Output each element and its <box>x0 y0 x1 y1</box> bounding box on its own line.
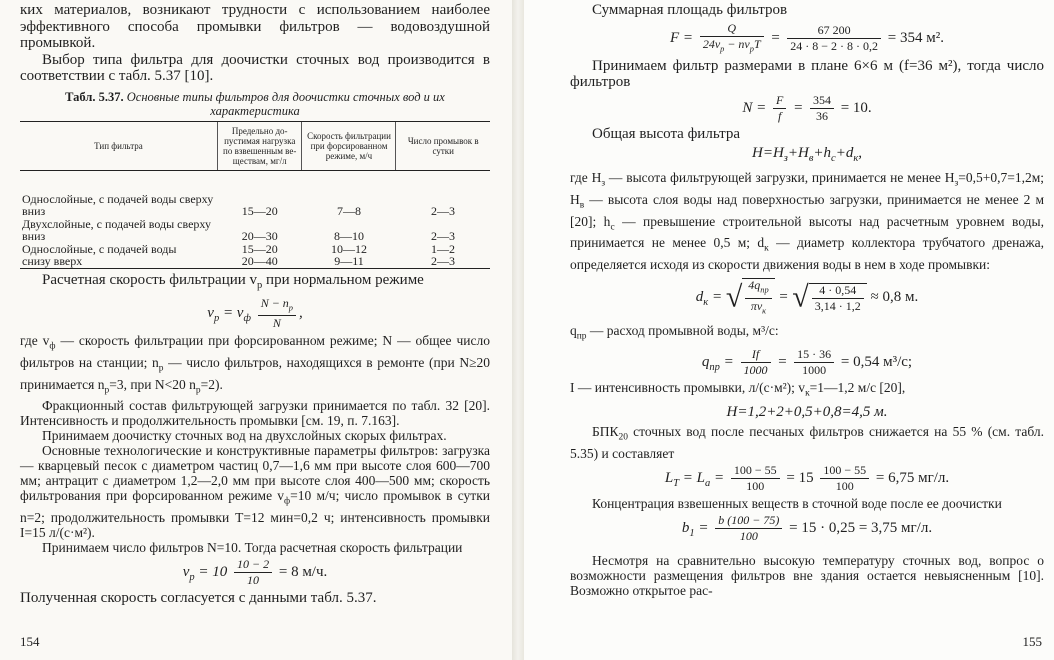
formula-b: $b_1$ = $\frac{b (100 - 75)}{100}$ = 15 · 0,25 = 3,75 мг/л. <box>681 512 933 543</box>
q-label: $q_{пр}$ — расход промывной воды, м³/с: <box>570 322 779 342</box>
left-page <box>0 0 512 660</box>
final-paragraph: Несмотря на сравнительно высокую температуру сточных вод, вопрос о возможности размещения фильтров вне здания остается невыясненным [10]. Возможно открытое рас- <box>570 552 1044 598</box>
table-header-row <box>20 121 490 170</box>
page-number: 155 <box>1022 634 1042 649</box>
table-cell: снизу вверх <box>20 255 217 268</box>
conc-paragraph: Концентрация взвешенных веществ в сточной воде после ее доочистки <box>592 495 1002 511</box>
accept-paragraph: Принимаем доочистку сточных вод на двухслойных скорых фильтрах. <box>42 428 447 444</box>
formula-n: N = $\frac{F}{f}$ = $\frac{354}{36}$ = 10. <box>742 92 872 123</box>
table-row <box>20 255 490 268</box>
table-caption <box>20 90 490 118</box>
table-header: Предельно допустимая нагрузка по взвешенным веществам, мг/л <box>217 121 302 170</box>
i-label: I — интенсивность промывки, л/(с·м²); $v_к=1—1,2$ м/с [20], <box>570 379 906 399</box>
table-header: Скорость фильтрации при форсированном режиме, м/ч <box>302 121 396 170</box>
table-cell: 10—12 <box>330 241 367 256</box>
table-header: Число промывок в сутки <box>396 121 490 170</box>
right-page <box>524 0 1054 660</box>
height-label: Общая высота фильтра <box>592 125 740 142</box>
table-caption-title: Основные типы фильтров для доочистки сточных вод и их характеристика <box>126 89 445 118</box>
formula-area: F = $\frac{Q}{24v_р - nv_рT}$ = $\frac{67 200}{24 \cdot 8 - 2 \cdot 8 \cdot 0,2}$ = 354 м². <box>670 20 944 53</box>
fraction-paragraph: Фракционный состав фильтрующей загрузки принимается по табл. 32 [20]. Интенсивность и продолжительность промывки [см. 19, п. 7.163]. <box>20 398 490 429</box>
formula-q: $q_{пр}$ = $\frac{If}{1000}$ = $\frac{15 \cdot 36}{1000}$ = 0,54 м³/с; <box>701 346 913 377</box>
table-cell: 15—20 <box>241 204 278 218</box>
speed-paragraph: Расчетная скорость фильтрации $v_р$ при нормальном режиме <box>42 271 424 291</box>
table-row <box>20 193 490 218</box>
table-row <box>20 218 490 243</box>
formula-speed-normal: $v_р = v_ф$ $\frac{N - n_р}{N}$ , <box>207 296 303 331</box>
table-cell: 2—3 <box>430 204 455 218</box>
page-number: 154 <box>20 634 40 649</box>
table-cell: 2—3 <box>430 229 455 243</box>
formula-height: $H=H_з+H_в+h_с+d_к$, <box>751 145 863 165</box>
formula-lt: $L_T = L_a$ = $\frac{100 - 55}{100}$ = 15 $\frac{100 - 55}{100}$ = 6,75 мг/л. <box>664 462 950 493</box>
filter-types-table <box>20 121 490 269</box>
choice-paragraph: Выбор типа фильтра для доочистки сточных вод производится в соответствии с табл. 5.37 [10]. <box>20 51 490 84</box>
formula-dk: $d_к$ = √ $\frac{4q_{пр}}{\pi v_к}$ = √ $\frac{4 \cdot 0,54}{3,14 \cdot 1,2}$ ≈ 0,8 м. <box>695 278 919 315</box>
where-height-paragraph: где $H_з$ — высота фильтрующей загрузки, принимается не менее $H_з=0,5+0,7=1,2м$; $H_в$ — высота слоя воды над поверхностью загрузки, принимается не менее 2 м [20]; $h_с$ — превышение строительной высоты над расчетным уровнем воды, принимается не менее 0,5 м; $d_к$ — диаметр коллектора трубчатого дренажа, определяется исходя из скорости движения воды в нем в ходе промывки: <box>570 170 1045 273</box>
intro-paragraph: ких материалов, возникают трудности с использованием наиболее эффективного способа промывки фильтров — водовоздушной промывкой. <box>20 2 490 51</box>
result-paragraph: Полученная скорость согласуется с данными табл. 5.37. <box>20 590 377 607</box>
where-paragraph: где $v_ф$ — скорость фильтрации при форсированном режиме; N — общее число фильтров на станции; $n_р$ — число фильтров, находящихся в ремонте (при N≥20 принимается $n_р=3$, при N<20 $n_р=2$). <box>20 333 490 396</box>
table-cell: Однослойные, с подачей воды сверху вниз <box>22 191 214 218</box>
area-label: Суммарная площадь фильтров <box>592 2 788 18</box>
params-paragraph: Основные технологические и конструктивные параметры фильтров: загрузка — кварцевый песок с диаметром частиц 0,7—1,6 мм при высоте слоя 600—700 мм; антрацит с диаметром 1,2—2,0 мм при высоте слоя 400—500 мм; скорость фильтрования при форсированном режиме $v_ф=10$ м/ч; число промывок в сутки n=2; продолжительность промывки T=12 мин=0,2 ч; интенсивность промывки I=15 л/(с·м²). <box>20 443 490 541</box>
table-cell: 8—10 <box>333 229 364 243</box>
table-cell: 9—11 <box>302 255 396 268</box>
table-cell: 7—8 <box>336 204 361 218</box>
table-cell: Однослойные, с подачей воды <box>22 241 177 256</box>
table-caption-label: Табл. 5.37. <box>65 89 124 104</box>
accept-n-paragraph: Принимаем число фильтров N=10. Тогда расчетная скорость фильтрации <box>42 540 463 556</box>
book-gutter <box>512 0 524 660</box>
formula-height-value: H=1,2+2+0,5+0,8=4,5 м. <box>726 404 888 421</box>
table-row <box>20 170 490 193</box>
formula-speed-calc: $v_р = 10$ $\frac{10 - 2}{10}$ = 8 м/ч. <box>182 557 328 588</box>
table-cell: 15—20 <box>241 241 278 256</box>
table-cell: 2—3 <box>396 255 490 268</box>
accept-size-paragraph: Принимаем фильтр размерами в плане 6×6 м (f=36 м²), тогда число фильтров <box>570 57 1044 91</box>
table-cell: 20—40 <box>217 255 302 268</box>
table-cell: 1—2 <box>430 241 455 256</box>
bpk-paragraph: $БПК_{20}$ сточных вод после песчаных фильтров снижается на 55 % (см. табл. 5.35) и составляет <box>570 424 1044 461</box>
table-header: Тип фильтра <box>20 121 217 170</box>
table-cell: 20—30 <box>241 229 278 243</box>
table-cell: Двухслойные, с подачей воды сверху вниз <box>22 216 211 243</box>
